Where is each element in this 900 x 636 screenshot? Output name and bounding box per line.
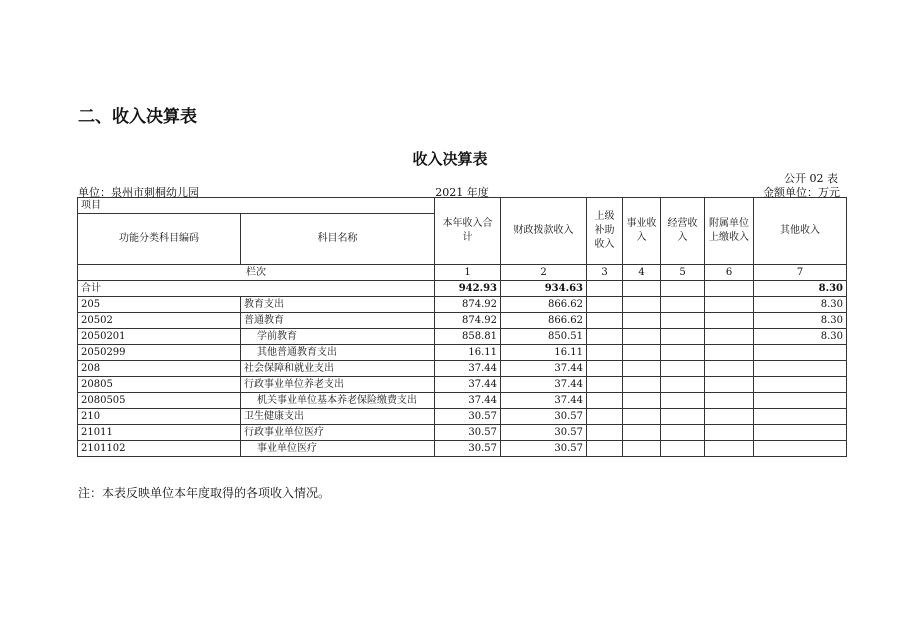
business-cell [623,361,661,377]
affiliated-cell [705,393,754,409]
other-cell [754,409,847,425]
fiscal-cell: 866.62 [501,313,587,329]
business-cell [623,425,661,441]
other-cell: 8.30 [754,313,847,329]
fiscal-cell: 37.44 [501,377,587,393]
fiscal-cell: 850.51 [501,329,587,345]
superior-cell [587,441,623,457]
operating-cell [661,425,705,441]
code-cell: 21011 [78,425,241,441]
affiliated-cell [705,361,754,377]
table-row [78,345,847,361]
total-cell: 30.57 [435,425,501,441]
table-row [78,329,847,345]
total-superior-cell [587,281,623,297]
column-number: 1 [435,265,501,281]
other-cell [754,377,847,393]
total-income-cell: 942.93 [435,281,501,297]
unit-label: 单位：泉州市刺桐幼儿园 [78,186,199,199]
table-row [78,377,847,393]
superior-cell [587,409,623,425]
superior-cell [587,393,623,409]
operating-cell [661,297,705,313]
other-cell: 8.30 [754,329,847,345]
other-cell [754,441,847,457]
money-unit-label: 金额单位：万元 [763,186,840,199]
code-cell: 208 [78,361,241,377]
code-cell: 2080505 [78,393,241,409]
business-cell [623,377,661,393]
header-func-code: 功能分类科目编码 [78,214,241,265]
table-note: 注：本表反映单位本年度取得的各项收入情况。 [78,486,331,500]
total-row [78,281,847,297]
total-cell: 30.57 [435,441,501,457]
fiscal-cell: 30.57 [501,425,587,441]
fiscal-cell: 37.44 [501,361,587,377]
name-cell: 机关事业单位基本养老保险缴费支出 [241,393,435,409]
affiliated-cell [705,425,754,441]
total-cell: 16.11 [435,345,501,361]
table-row [78,313,847,329]
header-superior: 上级补助收入 [587,198,623,265]
operating-cell [661,313,705,329]
form-number: 公开 02 表 [784,172,838,185]
superior-cell [587,297,623,313]
operating-cell [661,329,705,345]
name-cell: 行政事业单位养老支出 [241,377,435,393]
business-cell [623,297,661,313]
total-label: 合计 [78,281,435,297]
superior-cell [587,377,623,393]
fiscal-cell: 16.11 [501,345,587,361]
column-number: 4 [623,265,661,281]
section-title: 二、收入决算表 [78,107,197,127]
operating-cell [661,377,705,393]
total-cell: 37.44 [435,361,501,377]
affiliated-cell [705,297,754,313]
fiscal-cell: 866.62 [501,297,587,313]
affiliated-cell [705,409,754,425]
name-cell: 行政事业单位医疗 [241,425,435,441]
total-operating-cell [661,281,705,297]
code-cell: 2050201 [78,329,241,345]
header-affiliated: 附属单位上缴收入 [705,198,754,265]
operating-cell [661,441,705,457]
operating-cell [661,393,705,409]
total-cell: 874.92 [435,313,501,329]
total-other-cell: 8.30 [754,281,847,297]
table-row [78,409,847,425]
affiliated-cell [705,313,754,329]
table-row [78,425,847,441]
table-row [78,393,847,409]
business-cell [623,393,661,409]
header-subject-name: 科目名称 [241,214,435,265]
other-cell [754,361,847,377]
name-cell: 教育支出 [241,297,435,313]
operating-cell [661,409,705,425]
header-total-income: 本年收入合计 [435,198,501,265]
business-cell [623,409,661,425]
operating-cell [661,345,705,361]
total-cell: 37.44 [435,393,501,409]
column-index-label: 栏次 [78,265,435,281]
header-other: 其他收入 [754,198,847,265]
other-cell [754,425,847,441]
name-cell: 事业单位医疗 [241,441,435,457]
table-row [78,361,847,377]
name-cell: 卫生健康支出 [241,409,435,425]
name-cell: 社会保障和就业支出 [241,361,435,377]
name-cell: 普通教育 [241,313,435,329]
table-row [78,441,847,457]
column-number: 5 [661,265,705,281]
other-cell [754,345,847,361]
other-cell: 8.30 [754,297,847,313]
table-meta [78,184,846,198]
code-cell: 2101102 [78,441,241,457]
fiscal-cell: 30.57 [501,409,587,425]
total-business-cell [623,281,661,297]
column-number: 6 [705,265,754,281]
business-cell [623,313,661,329]
other-cell [754,393,847,409]
year-label: 2021 年度 [435,186,489,199]
total-cell: 37.44 [435,377,501,393]
column-number: 3 [587,265,623,281]
affiliated-cell [705,345,754,361]
total-cell: 858.81 [435,329,501,345]
fiscal-cell: 30.57 [501,441,587,457]
total-fiscal-cell: 934.63 [501,281,587,297]
total-affiliated-cell [705,281,754,297]
code-cell: 2050299 [78,345,241,361]
fiscal-cell: 37.44 [501,393,587,409]
total-cell: 874.92 [435,297,501,313]
business-cell [623,345,661,361]
superior-cell [587,313,623,329]
code-cell: 20502 [78,313,241,329]
column-number: 7 [754,265,847,281]
business-cell [623,441,661,457]
code-cell: 205 [78,297,241,313]
affiliated-cell [705,377,754,393]
superior-cell [587,329,623,345]
business-cell [623,329,661,345]
income-table [77,197,847,457]
column-number: 2 [501,265,587,281]
affiliated-cell [705,329,754,345]
code-cell: 20805 [78,377,241,393]
header-operating: 经营收入 [661,198,705,265]
operating-cell [661,361,705,377]
code-cell: 210 [78,409,241,425]
name-cell: 其他普通教育支出 [241,345,435,361]
name-cell: 学前教育 [241,329,435,345]
superior-cell [587,361,623,377]
header-item: 项目 [78,198,435,214]
superior-cell [587,345,623,361]
affiliated-cell [705,441,754,457]
total-cell: 30.57 [435,409,501,425]
header-business: 事业收入 [623,198,661,265]
header-fiscal: 财政拨款收入 [501,198,587,265]
table-row [78,297,847,313]
superior-cell [587,425,623,441]
table-title: 收入决算表 [412,150,488,168]
